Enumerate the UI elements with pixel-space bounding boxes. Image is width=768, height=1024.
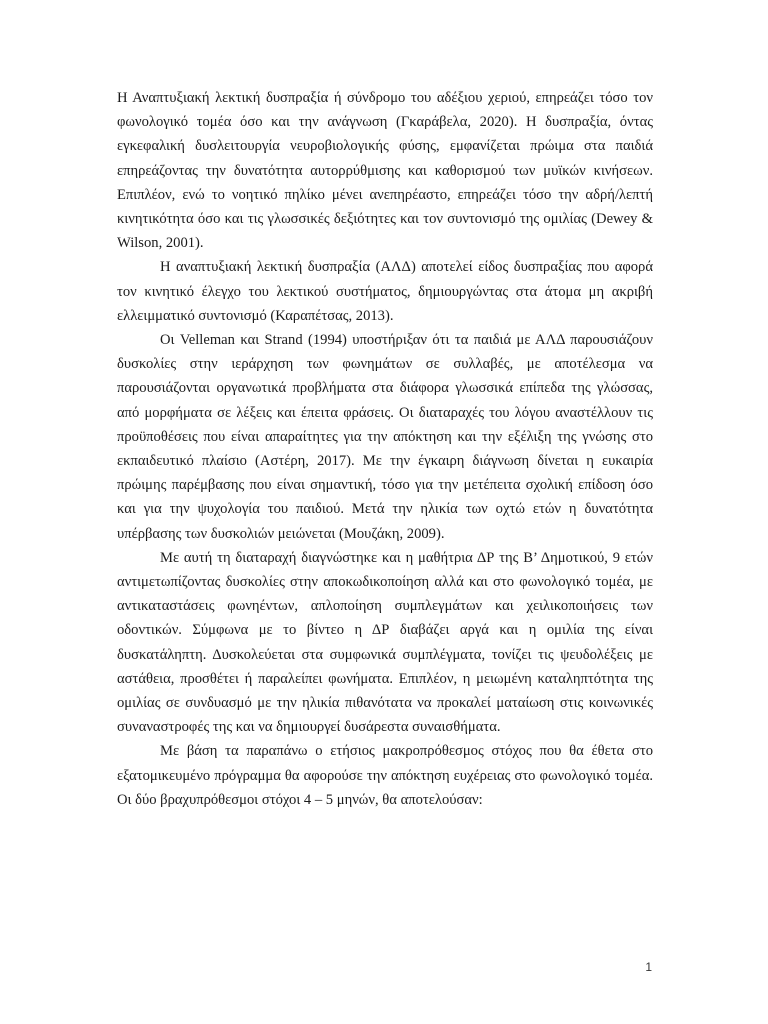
paragraph-intro-dyspraxia: Η Αναπτυξιακή λεκτική δυσπραξία ή σύνδρομο του αδέξιου χεριού, επηρεάζει τόσο τον φωνολογικό τομέα όσο και την ανάγνωση (Γκαράβελα, 2020). Η δυσπραξία, όντας εγκεφαλική δυσλειτουργία νευροβιολογικής φύσης, εμφανίζεται πρώιμα στα παιδιά επηρεάζοντας την δυνατότητα αυτορρύθμισης και καθορισμού των μυϊκών κινήσεων. Επιπλέον, ενώ το νοητικό πηλίκο μένει ανεπηρέαστο, επηρεάζει τόσο την αδρή/λεπτή κινητικότητα όσο και τις γλωσσικές δεξιότητες και τον συντονισμό της ομιλίας (Dewey & Wilson, 2001). (117, 90, 653, 252)
paragraph-velleman-strand: Οι Velleman και Strand (1994) υποστήριξαν ότι τα παιδιά με ΑΛΔ παρουσιάζουν δυσκολίες στην ιεράρχηση των φωνημάτων σε συλλαβές, με αποτέλεσμα να παρουσιάζονται οργανωτικά προβλήματα στα διάφορα γλωσσικά επίπεδα της γλώσσας, από μορφήματα σε λέξεις και έπειτα φράσεις. Οι διαταραχές του λόγου αναστέλλουν τις προϋποθέσεις που είναι απαραίτητες για την απόκτηση και την εξέλιξη της γνώσης στο εκπαιδευτικό πλαίσιο (Αστέρη, 2017). Με την έγκαιρη διάγνωση δίνεται η ευκαιρία πρώιμης παρέμβασης που είναι σημαντική, τόσο για την μετέπειτα σχολική επίδοση όσο και για την ψυχολογία του παιδιού. Μετά την ηλικία των οχτώ ετών η δυνατότητα υπέρβασης των δυσκολιών μειώνεται (Μουζάκη, 2009). (117, 332, 653, 542)
paragraph-goals: Με βάση τα παραπάνω ο ετήσιος μακροπρόθεσμος στόχος που θα έθετα στο εξατομικευμένο πρόγραμμα θα αφορούσε την απόκτηση ευχέρειας στο φωνολογικό τομέα. Οι δύο βραχυπρόθεσμοι στόχοι 4 – 5 μηνών, θα αποτελούσαν: (117, 743, 653, 808)
page-number: 1 (645, 960, 652, 974)
document-body (117, 86, 653, 812)
paragraph-ald-definition: Η αναπτυξιακή λεκτική δυσπραξία (ΑΛΔ) αποτελεί είδος δυσπραξίας που αφορά τον κινητικό έλεγχο του λεκτικού συστήματος, δημιουργώντας στα άτομα μη ακριβή ελλειμματικό συντονισμό (Καραπέτσας, 2013). (117, 259, 653, 324)
paragraph-student-case: Με αυτή τη διαταραχή διαγνώστηκε και η μαθήτρια ΔΡ της Β’ Δημοτικού, 9 ετών αντιμετωπίζοντας δυσκολίες στην αποκωδικοποίηση αλλά και στο φωνολογικό τομέα, με αντικαταστάσεις φωνηέντων, απλοποίηση συμπλεγμάτων και χειλικοποιήσεις των οδοντικών. Σύμφωνα με το βίντεο η ΔΡ διαβάζει αργά και η ομιλία της είναι δυσκατάληπτη. Δυσκολεύεται στα συμφωνικά συμπλέγματα, τονίζει τις ψευδολέξεις με αστάθεια, προσθέτει ή παραλείπει φωνήματα. Επιπλέον, η μειωμένη καταληπτότητα της ομιλίας σε συνδυασμό με την ηλικία πιθανότατα να προκαλεί ματαίωση στις κοινωνικές συναναστροφές της και να δημιουργεί δυσάρεστα συναισθήματα. (117, 549, 653, 736)
